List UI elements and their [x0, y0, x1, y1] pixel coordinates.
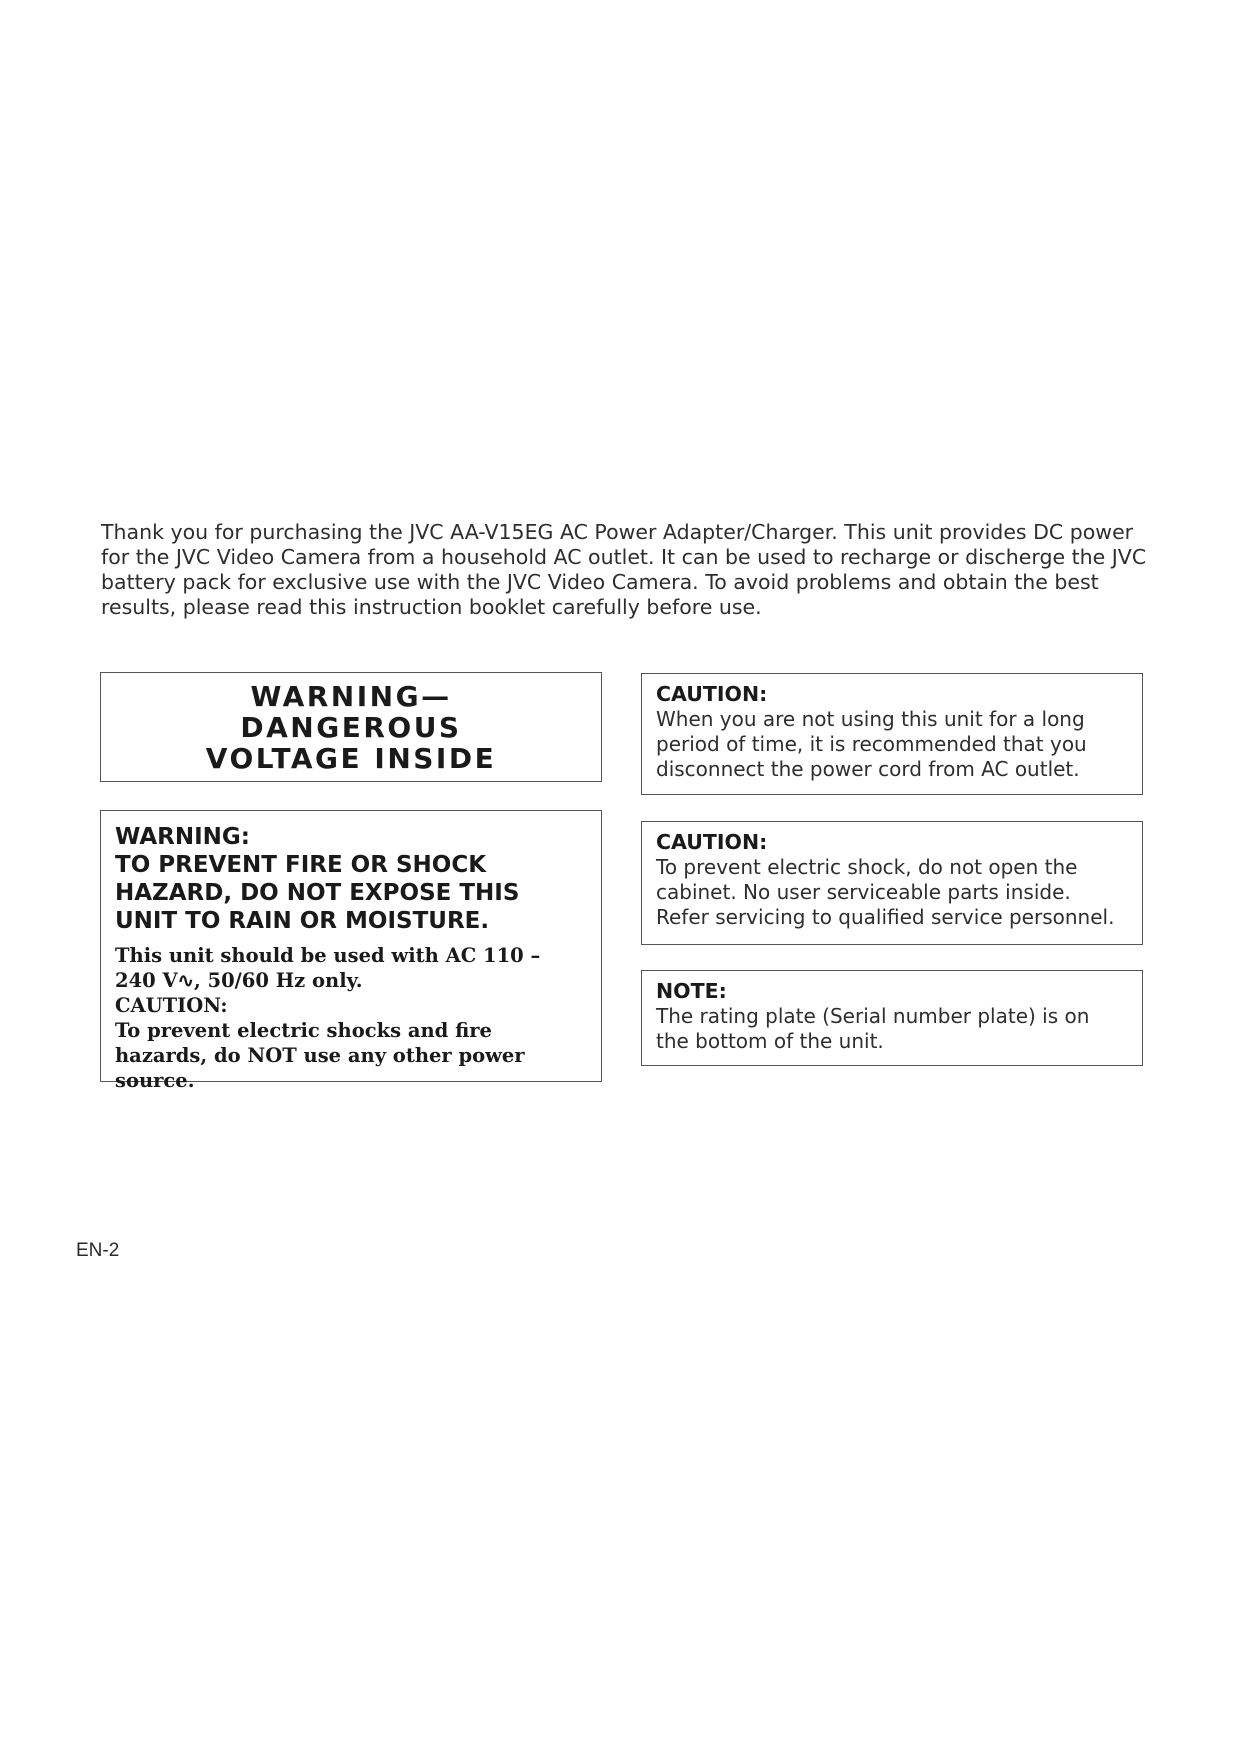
note-title: NOTE:: [656, 979, 727, 1003]
danger-line-2: DANGEROUS: [240, 711, 462, 744]
intro-paragraph: Thank you for purchasing the JVC AA-V15EG AC Power Adapter/Charger. This unit provides DC power for the JVC Video Camera from a household AC outlet. It can be used to recharge or discherge the JVC battery pack for exclusive use with the JVC Video Camera. To avoid problems and obtain the best results, please read this instruction booklet carefully before use.: [101, 520, 1147, 619]
danger-line-3: VOLTAGE INSIDE: [205, 742, 497, 775]
caution-title: CAUTION:: [656, 682, 768, 706]
danger-voltage-box: [100, 672, 602, 782]
caution-body: When you are not using this unit for a long period of time, it is recommended that you disconnect the power cord from AC outlet.: [656, 707, 1087, 781]
caution-body: To prevent electric shock, do not open the cabinet. No user serviceable parts inside. Refer servicing to qualified service personnel.: [656, 855, 1115, 929]
power-requirement-text: This unit should be used with AC 110 – 240 V∿, 50/60 Hz only.: [115, 944, 541, 992]
page-number: EN-2: [76, 1240, 120, 1261]
warning-heading: WARNING:: [115, 824, 250, 850]
caution-cabinet-box: [641, 821, 1143, 945]
caution-power-cord-box: [641, 673, 1143, 795]
note-body: The rating plate (Serial number plate) is on the bottom of the unit.: [656, 1004, 1090, 1053]
power-source-caution-text: To prevent electric shocks and fire hazards, do NOT use any other power source.: [115, 1019, 525, 1092]
fire-shock-warning-box: [100, 810, 602, 1092]
danger-line-1: WARNING—: [250, 680, 452, 713]
warning-hazard-text: TO PREVENT FIRE OR SHOCK HAZARD, DO NOT EXPOSE THIS UNIT TO RAIN OR MOISTURE.: [115, 852, 520, 934]
warning-caution-label: CAUTION:: [115, 994, 228, 1017]
note-rating-plate-box: [641, 970, 1143, 1066]
caution-title: CAUTION:: [656, 830, 768, 854]
